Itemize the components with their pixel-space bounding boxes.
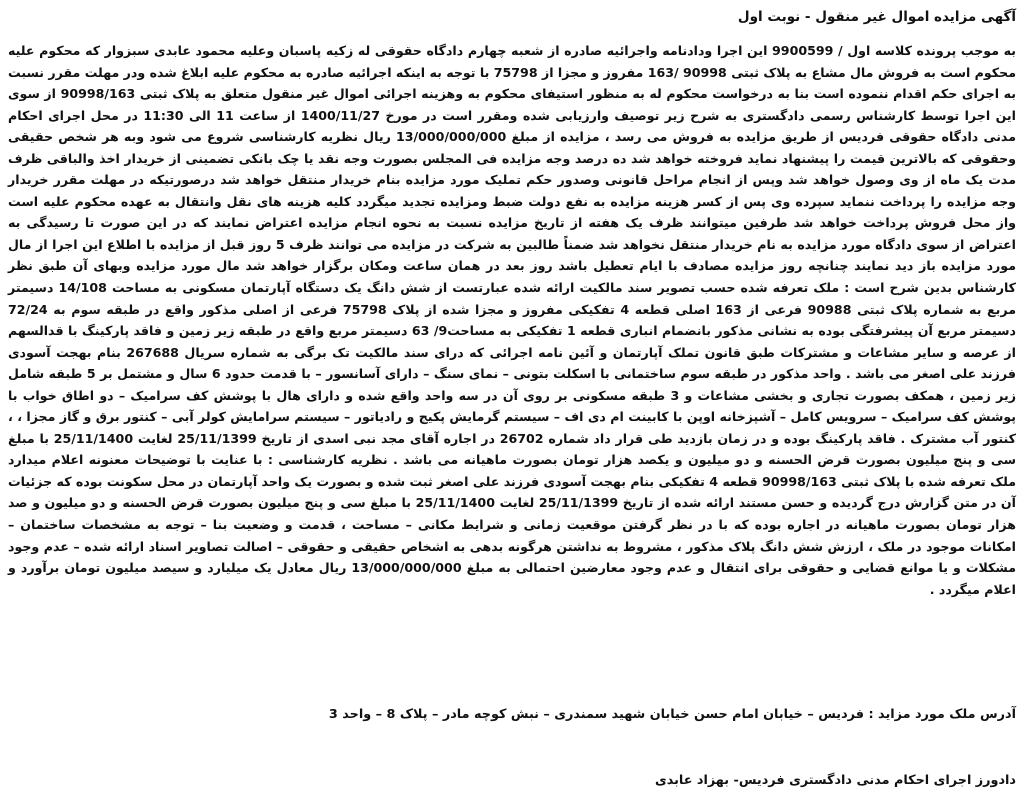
auction-notice: [4, 4, 1018, 800]
notice-title: آگهی مزایده اموال غیر منقول - نوبت اول: [737, 9, 1016, 25]
property-address: آدرس ملک مورد مزاید : فردیس – خیابان امام حسن خیابان شهید سمندری – نبش کوچه مادر – پلاک 8 – واحد 3: [328, 707, 1016, 722]
signature-line: دادورز اجرای احکام مدنی دادگستری فردیس- بهزاد عابدی: [654, 773, 1016, 788]
notice-body: به موجب پرونده کلاسه اول / 9900599 این اجرا ودادنامه واجرائیه صادره از شعبه چهارم دادگاه حقوقی له زکیه پاسبان وعلیه محمود عابدی سبزوار که محکوم علیه محکوم است به فروش مال مشاع به پلاک ثبتی 90998 /163 مفروز و مجزا از 75798 با توجه به اینکه اجرائیه صادره به محکوم علیه ابلاغ شده ودر مهلت مقرر نسبت به اجرای حکم اقدام ننموده است بنا به درخواست محکوم له به منظور استیفای محکوم به وهزینه اجرائی اموال غیر منقول متعلق به پلاک ثبتی 90998/163 از سوی این اجرا توسط کارشناس رسمی دادگستری به شرح زیر توصیف وارزیابی شده ومقرر است در مورخ 1400/11/27 از ساعت 11 الی 11:30 در محل اجرای احکام مدنی دادگاه حقوقی فردیس از طریق مزایده به فروش می رسد ، مزایده از مبلغ 13/000/000/000 ریال نظریه کارشناسی شروع می شود وبه هر شخص حقیقی وحقوقی که بالاترین قیمت را پیشنهاد نماید فروخته خواهد شد ده درصد وجه مزایده فی المجلس بصورت وجه نقد یا چک بانکی تضمینی از خریدار اخذ والباقی ظرف مدت یک ماه از وی وصول خواهد شد وپس از انجام مراحل قانونی وصدور حکم تملیک مورد مزایده بنام خریدار منتقل خواهد شد درصورتیکه در مهلت مقرر خریدار وجه مزایده را پرداخت ننماید سپرده وی پس از کسر هزینه مزایده به نفع دولت ضبط ومزایده تجدید میگردد کلیه هزینه های نقل وانتقال به عهده محکوم علیه است واز محل فروش پرداخت خواهد شد طرفین میتوانند ظرف یک هفته از تاریخ مزایده نسبت به نحوه انجام مزایده اعتراض نمایند که در این صورت تا رسیدگی به اعتراض از سوی دادگاه مورد مزایده به نام خریدار منتقل نخواهد شد ضمناً طالبین به شرکت در مزایده می توانند ظرف 5 روز قبل از مزایده با اطلاع این اجرا از مال مورد مزایده باز دید نمایند چنانچه روز مزایده مصادف با ایام تعطیل باشد روز بعد در همان ساعت ومکان برگزار خواهد شد مال مورد مزایده وبهای آن طبق نظر کارشناس بدین شرح است : ملک تعرفه شده حسب تصویر سند مالکیت ارائه شده عبارتست از شش دانگ یک دستگاه آپارتمان مسکونی به مساحت 14/108 دسیمتر مربع به شماره پلاک ثبتی 90988 فرعی از 163 اصلی قطعه 4 تفکیکی مفروز و مجزا شده از پلاک 75798 فرعی از اصلی مذکور واقع در طبقه سوم به 72/24 دسیمتر مربع آن پیشرفتگی بوده به نشانی مذکور بانضمام انباری قطعه 1 تفکیکی به مساحت9/ 63 دسیمتر مربع واقع در طبقه زیر زمین و فاقد پارکینگ با قدالسهم از عرصه و سایر مشاعات و مشترکات طبق قانون تملک آپارتمان و آئین نامه اجرائی که درای سند مالکیت تک برگی به شماره سریال 267688 بنام بهجت آسودی فرزند علی اصغر می باشد . واحد مذکور در طبقه سوم ساختمانی با اسکلت بتونی – نمای سنگ – دارای آسانسور – با قدمت حدود 6 سال و مشتمل بر 5 طبقه شامل زیر زمین ، همکف بصورت تجاری و بخشی مشاعات و 3 طبقه مسکونی بر روی آن در سه واحد واقع شده و دارای هال با پوشش کف سرامیک – دو اطاق خواب با پوشش کف سرامیک – سرویس کامل – آشپزخانه اوپن با کابینت ام دی اف – سیستم گرمایش پکیج و رادیاتور – سیستم سرامایش کولر آبی – کنتور برق و گاز مجزا ، ، کنتور آب مشترک . فاقد پارکینگ بوده و در زمان بازدید طی قرار داد شماره 26702 در اجاره آقای مجد نبی اسدی از تاریخ 25/11/1399 لغایت 25/11/1400 با مبلغ سی و پنج میلیون بصورت قرض الحسنه و دو میلیون و یکصد هزار تومان بصورت ماهیانه می باشد . نظریه کارشناسی : با عنایت با توضیحات معنونه اعلام میدارد ملک تعرفه شده با پلاک ثبتی 90998/163 قطعه 4 تفکیکی بنام بهجت آسودی فرزند علی اصغر ثبت شده و بصورت یک واحد آپارتمان در محل سکونت بوده که جزئیات آن در متن گزارش درج گردیده و حسن مستند ارائه شده از تاریخ 25/11/1399 لغایت 25/11/1400 با مبلغ سی و پنج میلیون بصورت قرض الحسنه و دو میلیون و صد هزار تومان بصورت ماهیانه در اجاره بوده که با در نظر گرفتن موقعیت زمانی و شرایط مکانی – مساحت ، قدمت و وضعیت بنا – توجه به مشخصات ساختمان – امکانات موجود در ملک ، ارزش شش دانگ پلاک مذکور ، مشروط به نداشتن هرگونه بدهی به اشخاص حقیقی و حقوقی – اصالت تصاویر اسناد ارائه شده – عدم وجود مشکلات و یا موانع قضایی و حقوقی برای انتقال و عدم وجود معارضین احتمالی به مبلغ 13/000/000/000 ریال معادل یک میلیارد و سیصد میلیون تومان برآورد و اعلام میگردد .: [7, 43, 1017, 597]
